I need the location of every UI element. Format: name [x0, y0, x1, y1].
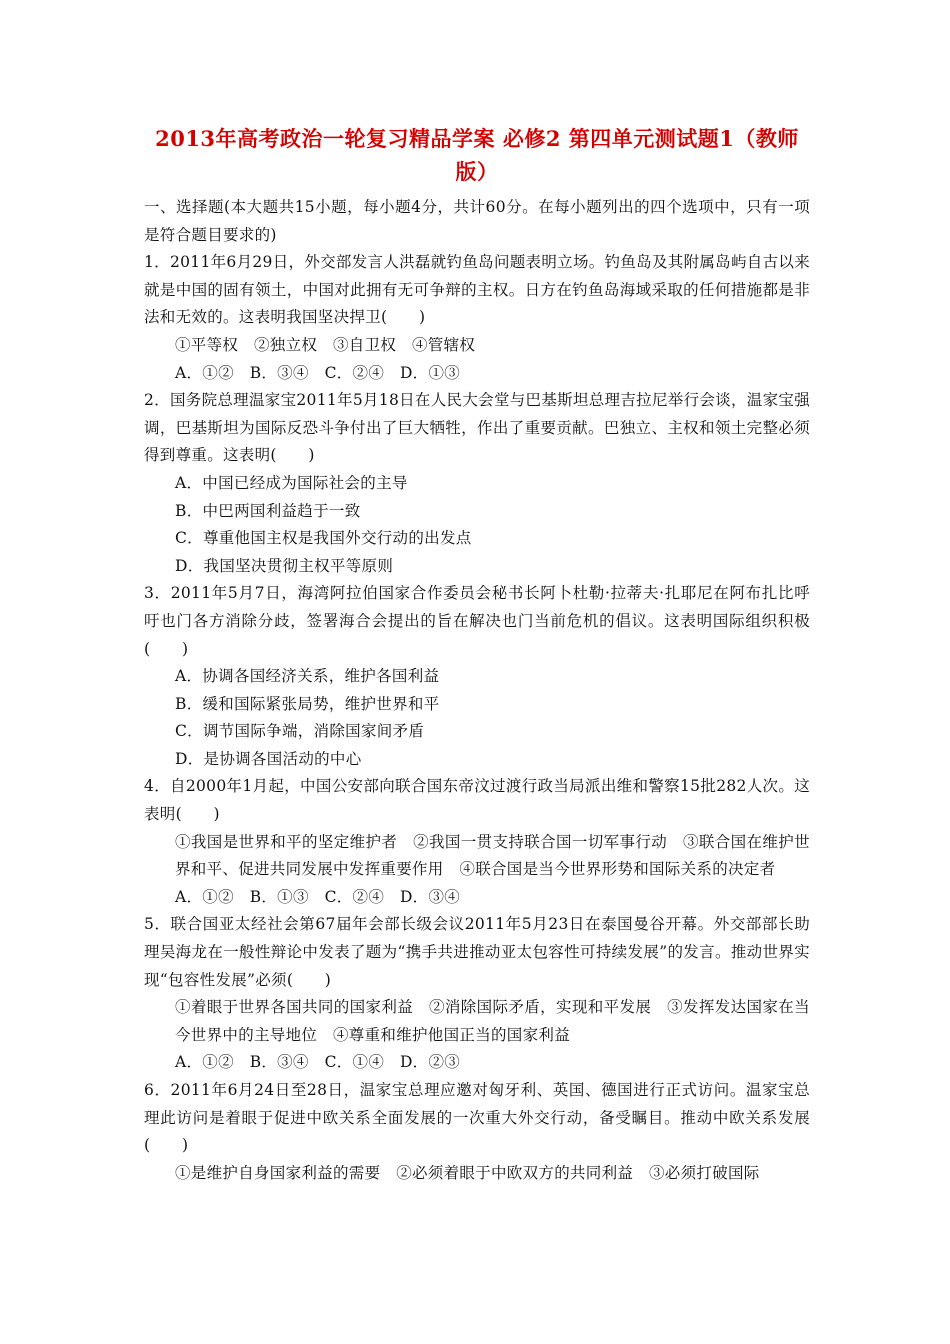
question-2-stem: 2．国务院总理温家宝2011年5月18日在人民大会堂与巴基斯坦总理吉拉尼举行会谈，温家宝强调，巴基斯坦为国际反恐斗争付出了巨大牺牲，作出了重要贡献。巴独立、主权和领土完整必须得到尊重。这表明( ) — [144, 391, 810, 465]
section-intro: 一、选择题(本大题共15小题，每小题4分，共计60分。在每小题列出的四个选项中，只有一项是符合题目要求的) — [144, 198, 810, 244]
question-6-stem: 6．2011年6月24日至28日，温家宝总理应邀对匈牙利、英国、德国进行正式访问。温家宝总理此访问是着眼于促进中欧关系全面发展的一次重大外交行动，备受瞩目。推动中欧关系发展( ) — [144, 1081, 810, 1155]
question-3-option-d: D．是协调各国活动的中心 — [175, 749, 362, 768]
question-3-option-c: C．调节国际争端，消除国家间矛盾 — [175, 722, 425, 741]
question-1-options: A．①② B．③④ C．②④ D．①③ — [175, 363, 461, 382]
question-2-option-d: D．我国坚决贯彻主权平等原则 — [175, 556, 394, 575]
question-3-option-a: A．协调各国经济关系，维护各国利益 — [175, 667, 440, 686]
question-4-items: ①我国是世界和平的坚定维护者 ②我国一贯支持联合国一切军事行动 ③联合国在维护世界和平、促进共同发展中发挥重要作用 ④联合国是当今世界形势和国际关系的决定者 — [175, 832, 810, 879]
page-title: 2013年高考政治一轮复习精品学案 必修2 第四单元测试题1（教师版） — [155, 126, 799, 184]
question-2-option-c: C．尊重他国主权是我国外交行动的出发点 — [175, 529, 472, 548]
question-5-items: ①着眼于世界各国共同的国家利益 ②消除国际矛盾，实现和平发展 ③发挥发达国家在当今世界中的主导地位 ④尊重和维护他国正当的国家利益 — [175, 998, 810, 1044]
question-1-stem: 1．2011年6月29日，外交部发言人洪磊就钓鱼岛问题表明立场。钓鱼岛及其附属岛屿自古以来就是中国的固有领土，中国对此拥有无可争辩的主权。日方在钓鱼岛海域采取的任何措施都是非法和无效的。这表明我国坚决捍卫( ) — [144, 253, 810, 327]
question-4-options: A．①② B．①③ C．②④ D．③④ — [175, 887, 461, 906]
question-3-stem: 3．2011年5月7日，海湾阿拉伯国家合作委员会秘书长阿卜杜勒·拉蒂夫·扎耶尼在阿布扎比呼吁也门各方消除分歧，签署海合会提出的旨在解决也门当前危机的倡议。这表明国际组织积极( ) — [144, 584, 810, 658]
question-5-options: A．①② B．③④ C．①④ D．②③ — [175, 1053, 461, 1072]
question-4-stem: 4．自2000年1月起，中国公安部向联合国东帝汶过渡行政当局派出维和警察15批282人次。这表明( ) — [144, 777, 810, 824]
question-3-option-b: B．缓和国际紧张局势，维护世界和平 — [175, 694, 440, 713]
question-6-items: ①是维护自身国家利益的需要 ②必须着眼于中欧双方的共同利益 ③必须打破国际 — [175, 1163, 760, 1182]
question-5-stem: 5．联合国亚太经社会第67届年会部长级会议2011年5月23日在泰国曼谷开幕。外交部部长助理吴海龙在一般性辩论中发表了题为“携手共进推动亚太包容性可持续发展”的发言。推动世界实现“包容性发展”必须( ) — [144, 915, 810, 989]
question-1-items: ①平等权 ②独立权 ③自卫权 ④管辖权 — [175, 335, 476, 354]
question-2-option-b: B．中巴两国利益趋于一致 — [175, 501, 361, 520]
question-2-option-a: A．中国已经成为国际社会的主导 — [175, 473, 408, 492]
